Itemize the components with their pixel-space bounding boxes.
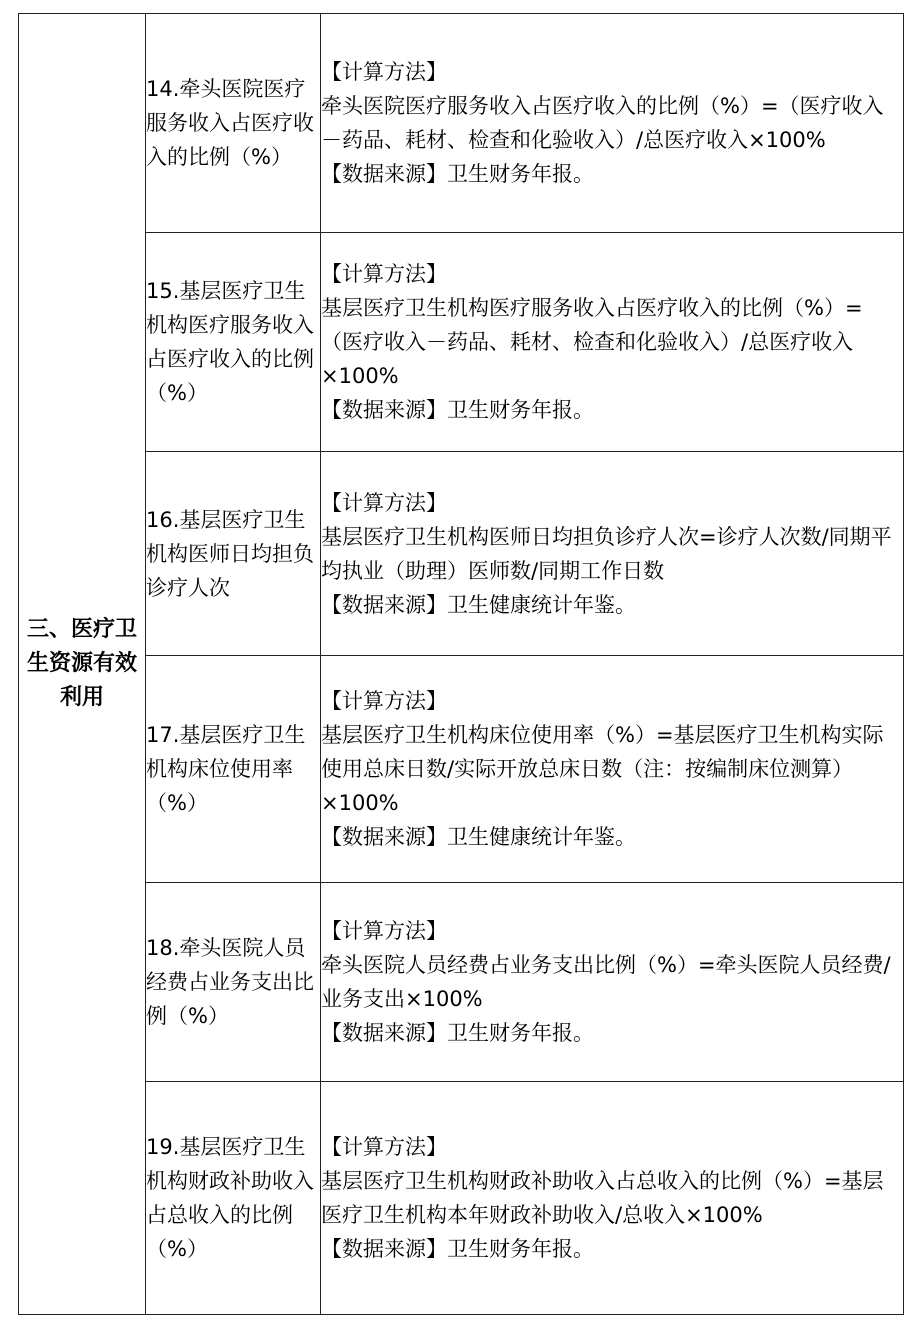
- indicator-name: 14.牵头医院医疗服务收入占医疗收入的比例（%）: [146, 14, 321, 233]
- indicator-description: [321, 452, 904, 656]
- method-label: 【计算方法】: [321, 919, 447, 943]
- table-row: [19, 452, 904, 656]
- data-source: 【数据来源】卫生财务年报。: [321, 398, 594, 422]
- table-row: [19, 883, 904, 1082]
- indicator-name: 19.基层医疗卫生机构财政补助收入占总收入的比例（%）: [146, 1082, 321, 1315]
- method-label: 【计算方法】: [321, 1135, 447, 1159]
- indicator-name: 17.基层医疗卫生机构床位使用率（%）: [146, 656, 321, 883]
- data-source: 【数据来源】卫生健康统计年鉴。: [321, 592, 636, 617]
- data-source: 【数据来源】卫生健康统计年鉴。: [321, 825, 636, 849]
- indicator-name: 15.基层医疗卫生机构医疗服务收入占医疗收入的比例（%）: [146, 233, 321, 452]
- table-row: [19, 233, 904, 452]
- data-source: 【数据来源】卫生财务年报。: [321, 1021, 594, 1045]
- table-row: [19, 1082, 904, 1315]
- indicator-description: [321, 14, 904, 233]
- method-formula: 牵头医院人员经费占业务支出比例（%）=牵头医院人员经费/业务支出×100%: [321, 953, 891, 1011]
- method-formula: 基层医疗卫生机构床位使用率（%）=基层医疗卫生机构实际使用总床日数/实际开放总床日数（注：按编制床位测算）×100%: [321, 723, 884, 815]
- data-source: 【数据来源】卫生财务年报。: [321, 162, 594, 186]
- method-label: 【计算方法】: [321, 689, 447, 713]
- method-formula: 基层医疗卫生机构财政补助收入占总收入的比例（%）=基层医疗卫生机构本年财政补助收入/总收入×100%: [321, 1169, 884, 1227]
- method-label: 【计算方法】: [321, 490, 447, 515]
- indicator-description: [321, 883, 904, 1082]
- indicator-table: [18, 13, 904, 1315]
- data-source: 【数据来源】卫生财务年报。: [321, 1237, 594, 1261]
- indicator-description: [321, 656, 904, 883]
- method-label: 【计算方法】: [321, 60, 447, 84]
- table-row: [19, 14, 904, 233]
- method-label: 【计算方法】: [321, 262, 447, 286]
- indicator-description: [321, 1082, 904, 1315]
- method-formula: 基层医疗卫生机构医疗服务收入占医疗收入的比例（%）=（医疗收入－药品、耗材、检查和化验收入）/总医疗收入×100%: [321, 296, 863, 388]
- method-formula: 基层医疗卫生机构医师日均担负诊疗人次=诊疗人次数/同期平均执业（助理）医师数/同期工作日数: [321, 524, 892, 583]
- indicator-description: [321, 233, 904, 452]
- method-formula: 牵头医院医疗服务收入占医疗收入的比例（%）=（医疗收入－药品、耗材、检查和化验收入）/总医疗收入×100%: [321, 94, 884, 152]
- indicator-name: 18.牵头医院人员经费占业务支出比例（%）: [146, 883, 321, 1082]
- category-cell: 三、医疗卫生资源有效利用: [19, 14, 146, 1315]
- indicator-name: 16.基层医疗卫生机构医师日均担负诊疗人次: [146, 452, 321, 656]
- table-row: [19, 656, 904, 883]
